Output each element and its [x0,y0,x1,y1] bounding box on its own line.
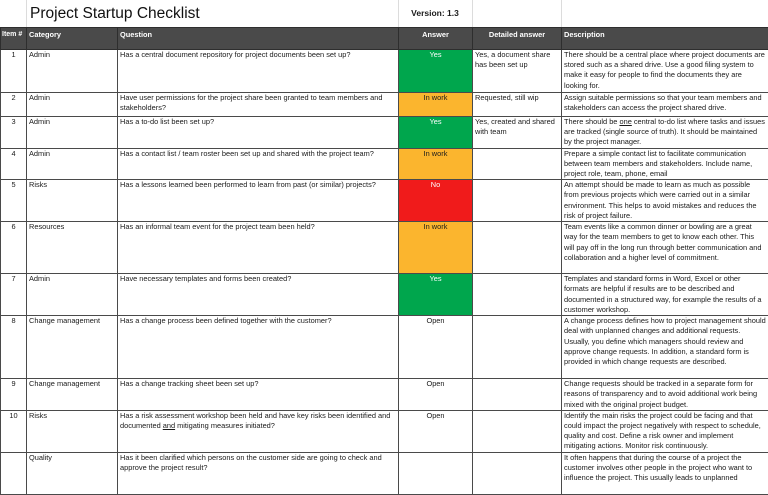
description-cell[interactable]: Prepare a simple contact list to facilitate communication between team members and stakeholders. Include name, project role, team, phone, email [562,148,768,180]
detailed-answer-cell[interactable] [473,316,562,379]
sheet-title[interactable]: Project Startup Checklist [30,5,200,23]
table-row [1,410,768,452]
detailed-answer-cell[interactable]: Yes, a document share has been set up [473,50,562,93]
checklist-table [0,27,768,495]
question-cell[interactable]: Has a change tracking sheet been set up? [118,379,399,411]
answer-status-in-work[interactable]: In work [399,93,473,117]
description-cell[interactable]: A change process defines how to project management should deal with unplanned changes and additional requests. Usually, you define which managers should review and approve change requests. In addition, a standard form is provided in which change requests are described. [562,316,768,379]
gridline [26,0,27,27]
item-number[interactable]: 4 [1,148,27,180]
item-number[interactable]: 1 [1,50,27,93]
item-number[interactable]: 7 [1,274,27,316]
question-cell[interactable]: Have user permissions for the project share been granted to team members and stakeholders? [118,93,399,117]
table-row [1,50,768,93]
detailed-answer-cell[interactable] [473,222,562,274]
table-row [1,148,768,180]
table-row [1,452,768,494]
table-row [1,180,768,222]
column-header-item[interactable]: Item # [1,28,27,50]
detailed-answer-cell[interactable] [473,148,562,180]
description-cell[interactable]: An attempt should be made to learn as much as possible from previous projects which were carried out in a similar environment. This helps to avoid mistakes and reduces the risk of project failure. [562,180,768,222]
column-header-description[interactable]: Description [562,28,768,50]
item-number[interactable] [1,452,27,494]
category-cell[interactable]: Admin [27,148,118,180]
detailed-answer-cell[interactable] [473,410,562,452]
item-number[interactable]: 6 [1,222,27,274]
column-header-category[interactable]: Category [27,28,118,50]
table-row [1,117,768,149]
version-label[interactable]: Version: 1.3 [398,8,472,18]
detailed-answer-cell[interactable] [473,379,562,411]
question-cell[interactable]: Has a to-do list been set up? [118,117,399,149]
sheet-title-row [0,0,768,28]
category-cell[interactable]: Resources [27,222,118,274]
table-row [1,274,768,316]
gridline [561,0,562,27]
question-cell[interactable]: Has a central document repository for project documents been set up? [118,50,399,93]
detailed-answer-cell[interactable] [473,452,562,494]
question-text: Has a risk assessment workshop been held and have key risks been identified and documented [120,411,390,430]
table-row [1,316,768,379]
question-cell[interactable] [118,410,399,452]
answer-status-open[interactable]: Open [399,316,473,379]
item-number[interactable]: 2 [1,93,27,117]
gridline [472,0,473,27]
column-header-answer[interactable]: Answer [399,28,473,50]
description-cell[interactable]: Assign suitable permissions so that your team members and stakeholders can access the project shared drive. [562,93,768,117]
answer-status-yes[interactable]: Yes [399,50,473,93]
category-cell[interactable]: Admin [27,50,118,93]
category-cell[interactable]: Admin [27,93,118,117]
description-cell[interactable]: It often happens that during the course of a project the customer involves other people in the project who want to influence the project. This usually leads to unplanned [562,452,768,494]
answer-status-yes[interactable]: Yes [399,274,473,316]
detailed-answer-cell[interactable] [473,180,562,222]
description-cell[interactable]: Templates and standard forms in Word, Excel or other formats are helpful if results are to be described and documented in a structured way, for example the results of a customer workshop. [562,274,768,316]
question-cell[interactable]: Has a change process been defined together with the customer? [118,316,399,379]
question-cell[interactable]: Has a contact list / team roster been set up and shared with the project team? [118,148,399,180]
category-cell[interactable]: Change management [27,316,118,379]
answer-cell[interactable] [399,452,473,494]
answer-status-in-work[interactable]: In work [399,222,473,274]
description-cell[interactable]: Identify the main risks the project could be facing and that could impact the project negatively with respect to schedule, quality and cost. Define a risk owner and implement mitigating actions. Monitor risk continuously. [562,410,768,452]
answer-status-open[interactable]: Open [399,410,473,452]
category-cell[interactable]: Quality [27,452,118,494]
column-header-question[interactable]: Question [118,28,399,50]
item-number[interactable]: 3 [1,117,27,149]
underlined-emphasis: and [163,421,175,430]
question-text: mitigating measures initiated? [175,421,275,430]
detailed-answer-cell[interactable]: Yes, created and shared with team [473,117,562,149]
item-number[interactable]: 8 [1,316,27,379]
description-text: There should be [564,117,619,126]
column-header-detailed-answer[interactable]: Detailed answer [473,28,562,50]
category-cell[interactable]: Admin [27,117,118,149]
question-cell[interactable]: Have necessary templates and forms been created? [118,274,399,316]
table-row [1,379,768,411]
category-cell[interactable]: Admin [27,274,118,316]
table-row [1,222,768,274]
description-cell[interactable]: Change requests should be tracked in a separate form for reasons of transparency and to avoid additional work being mixed with the original project budget. [562,379,768,411]
description-cell[interactable] [562,117,768,149]
category-cell[interactable]: Change management [27,379,118,411]
answer-status-open[interactable]: Open [399,379,473,411]
header-row [1,28,768,50]
category-cell[interactable]: Risks [27,180,118,222]
answer-status-yes[interactable]: Yes [399,117,473,149]
answer-status-in-work[interactable]: In work [399,148,473,180]
item-number[interactable]: 10 [1,410,27,452]
description-cell[interactable]: Team events like a common dinner or bowling are a great way for the team members to get to know each other. This will pay off in the long run through better communication and collaboration and a higher level of commitment. [562,222,768,274]
question-cell[interactable]: Has an informal team event for the project team been held? [118,222,399,274]
answer-status-no[interactable]: No [399,180,473,222]
question-cell[interactable]: Has a lessons learned been performed to learn from past (or similar) projects? [118,180,399,222]
item-number[interactable]: 5 [1,180,27,222]
underlined-emphasis: one [619,117,631,126]
description-cell[interactable]: There should be a central place where project documents are stored such as a shared drive. Use a good filing system to make it easy for people to find the documents they are looking for. [562,50,768,93]
category-cell[interactable]: Risks [27,410,118,452]
detailed-answer-cell[interactable] [473,274,562,316]
table-row [1,93,768,117]
description-text: central to-do list where tasks and issues are tracked (single source of truth). It should be maintained by the project manager. [564,117,765,146]
question-cell[interactable]: Has it been clarified which persons on the customer side are going to check and approve the project result? [118,452,399,494]
detailed-answer-cell[interactable]: Requested, still wip [473,93,562,117]
item-number[interactable]: 9 [1,379,27,411]
